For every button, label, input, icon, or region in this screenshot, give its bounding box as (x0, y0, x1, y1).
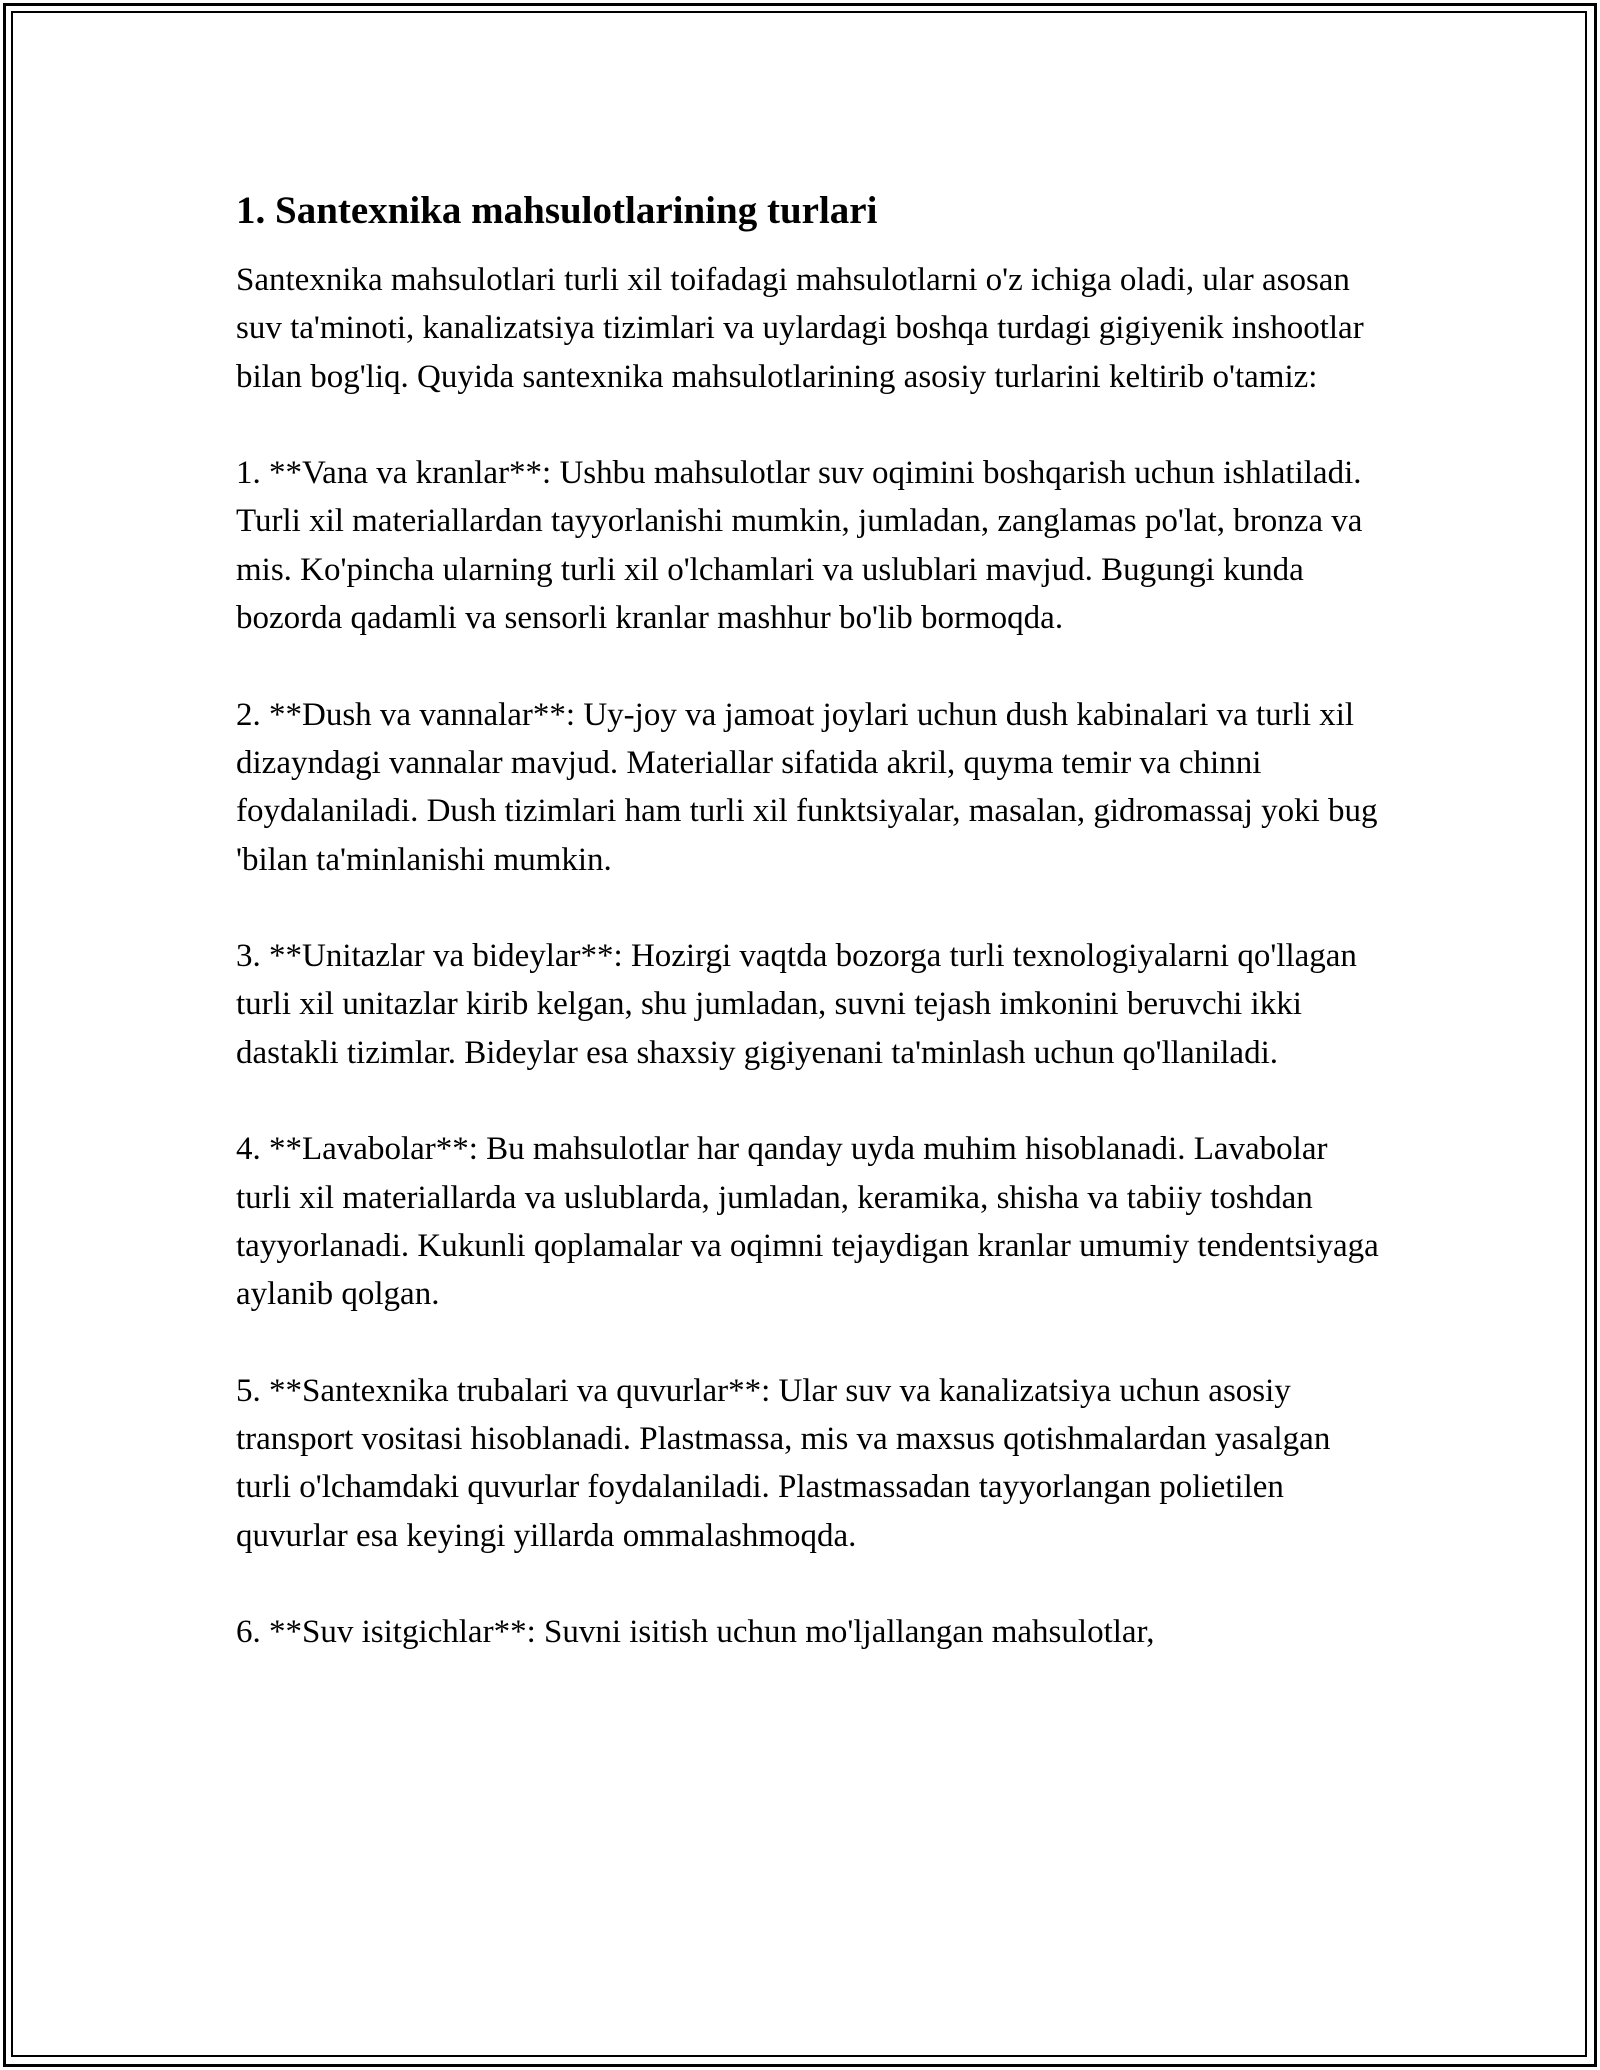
page-title: 1. Santexnika mahsulotlarining turlari (236, 189, 878, 232)
list-item-dush-vannalar: 2. **Dush va vannalar**: Uy-joy va jamoat joylari uchun dush kabinalari va turli xil dizayndagi vannalar mavjud. Materiallar sifatida akril, quyma temir va chinni foydalaniladi. Dush tizimlari ham turli xil funktsiyalar, masalan, gidromassaj yoki bug 'bilan ta'minlanishi mumkin. (236, 696, 1378, 878)
document-body (236, 186, 1386, 1657)
list-item-unitazlar-bideylar: 3. **Unitazlar va bideylar**: Hozirgi vaqtda bozorga turli texnologiyalarni qo'llagan turli xil unitazlar kirib kelgan, shu jumladan, suvni tejash imkonini beruvchi ikki dastakli tizimlar. Bideylar esa shaxsiy gigiyenani ta'minlash uchun qo'llaniladi. (236, 938, 1357, 1071)
list-item-lavabolar: 4. **Lavabolar**: Bu mahsulotlar har qanday uyda muhim hisoblanadi. Lavabolar turli xil materiallarda va uslublarda, jumladan, keramika, shisha va tabiiy toshdan tayyorlanadi. Kukunli qoplamalar va oqimni tejaydigan kranlar umumiy tendentsiyaga aylanib qolgan. (236, 1131, 1379, 1313)
list-item-vana-kranlar: 1. **Vana va kranlar**: Ushbu mahsulotlar suv oqimini boshqarish uchun ishlatiladi. Turli xil materiallardan tayyorlanishi mumkin, jumladan, zanglamas po'lat, bronza va mis. Ko'pincha ularning turli xil o'lchamlari va uslublari mavjud. Bugungi kunda bozorda qadamli va sensorli kranlar mashhur bo'lib bormoqda. (236, 455, 1363, 637)
list-item-trubalar-quvurlar: 5. **Santexnika trubalari va quvurlar**: Ular suv va kanalizatsiya uchun asosiy transport vositasi hisoblanadi. Plastmassa, mis va maxsus qotishmalardan yasalgan turli o'lchamdaki quvurlar foydalaniladi. Plastmassadan tayyorlangan polietilen quvurlar esa keyingi yillarda ommalashmoqda. (236, 1372, 1331, 1554)
list-item-suv-isitgichlar: 6. **Suv isitgichlar**: Suvni isitish uchun mo'ljallangan mahsulotlar, (236, 1614, 1155, 1651)
intro-paragraph: Santexnika mahsulotlari turli xil toifadagi mahsulotlarni o'z ichiga oladi, ular asosan suv ta'minoti, kanalizatsiya tizimlari va uylardagi boshqa turdagi gigiyenik inshootlar bilan bog'liq. Quyida santexnika mahsulotlarining asosiy turlarini keltirib o'tamiz: (236, 262, 1364, 395)
